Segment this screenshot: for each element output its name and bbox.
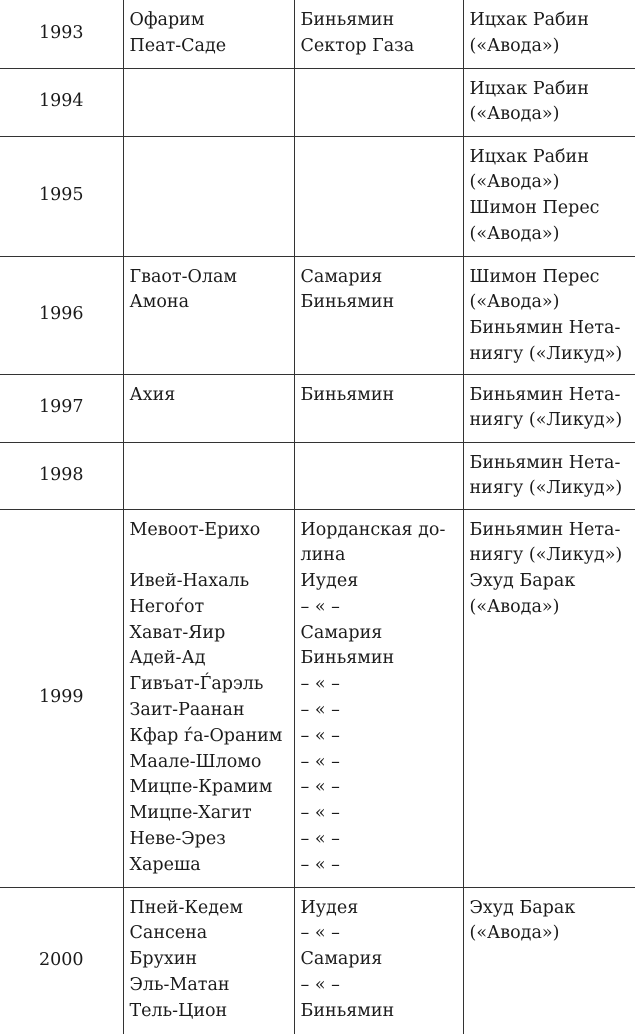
year-cell: 1998 (0, 442, 123, 509)
settlements-cell (123, 68, 294, 136)
year-cell: 1994 (0, 68, 123, 136)
year-cell: 1995 (0, 136, 123, 256)
settlements-cell: Гваот-Олам Амона (123, 256, 294, 374)
table-row (0, 136, 635, 256)
table-row (0, 256, 635, 374)
prime-minister-cell: Биньямин Нета- ниягу («Ликуд») (463, 374, 635, 442)
region-cell: Биньямин (294, 374, 463, 442)
table-row (0, 0, 635, 68)
prime-minister-cell: Биньямин Нета- ниягу («Ликуд») Эхуд Барак («Авода») (463, 509, 635, 887)
settlements-cell: Мевоот-Ерихо Ивей-Нахаль Негоѓот Хават-Яир Адей-Ад Гивъат-Ѓарэль Заит-Раанан Кфар ѓа-Ораним Маале-Шломо Мицпе-Крамим Мицпе-Хагит Неве-Эрез Хареша (123, 509, 294, 887)
settlements-cell: Офарим Пеат-Саде (123, 0, 294, 68)
region-cell: Биньямин Сектор Газа (294, 0, 463, 68)
prime-minister-cell: Ицхак Рабин («Авода») (463, 0, 635, 68)
region-cell (294, 442, 463, 509)
region-cell (294, 68, 463, 136)
prime-minister-cell: Биньямин Нета- ниягу («Ликуд») (463, 442, 635, 509)
prime-minister-cell: Шимон Перес («Авода») Биньямин Нета- ниягу («Ликуд») (463, 256, 635, 374)
table-row (0, 887, 635, 1034)
settlements-cell: Пней-Кедем Сансена Брухин Эль-Матан Тель-Цион (123, 887, 294, 1034)
region-cell: Иудея – « – Самария – « – Биньямин (294, 887, 463, 1034)
year-cell: 1999 (0, 509, 123, 887)
year-cell: 1996 (0, 256, 123, 374)
settlements-cell (123, 442, 294, 509)
year-cell: 1993 (0, 0, 123, 68)
table-row (0, 442, 635, 509)
region-cell: Самария Биньямин (294, 256, 463, 374)
year-cell: 1997 (0, 374, 123, 442)
prime-minister-cell: Ицхак Рабин («Авода») (463, 68, 635, 136)
table-row (0, 509, 635, 887)
year-cell: 2000 (0, 887, 123, 1034)
prime-minister-cell: Ицхак Рабин («Авода») Шимон Перес («Авода») (463, 136, 635, 256)
prime-minister-cell: Эхуд Барак («Авода») (463, 887, 635, 1034)
region-cell: Иорданская до- лина Иудея – « – Самария Биньямин – « – – « – – « – – « – – « – – « – – « – – « – (294, 509, 463, 887)
settlements-cell (123, 136, 294, 256)
region-cell (294, 136, 463, 256)
table-row (0, 374, 635, 442)
settlements-cell: Ахия (123, 374, 294, 442)
table-row (0, 68, 635, 136)
